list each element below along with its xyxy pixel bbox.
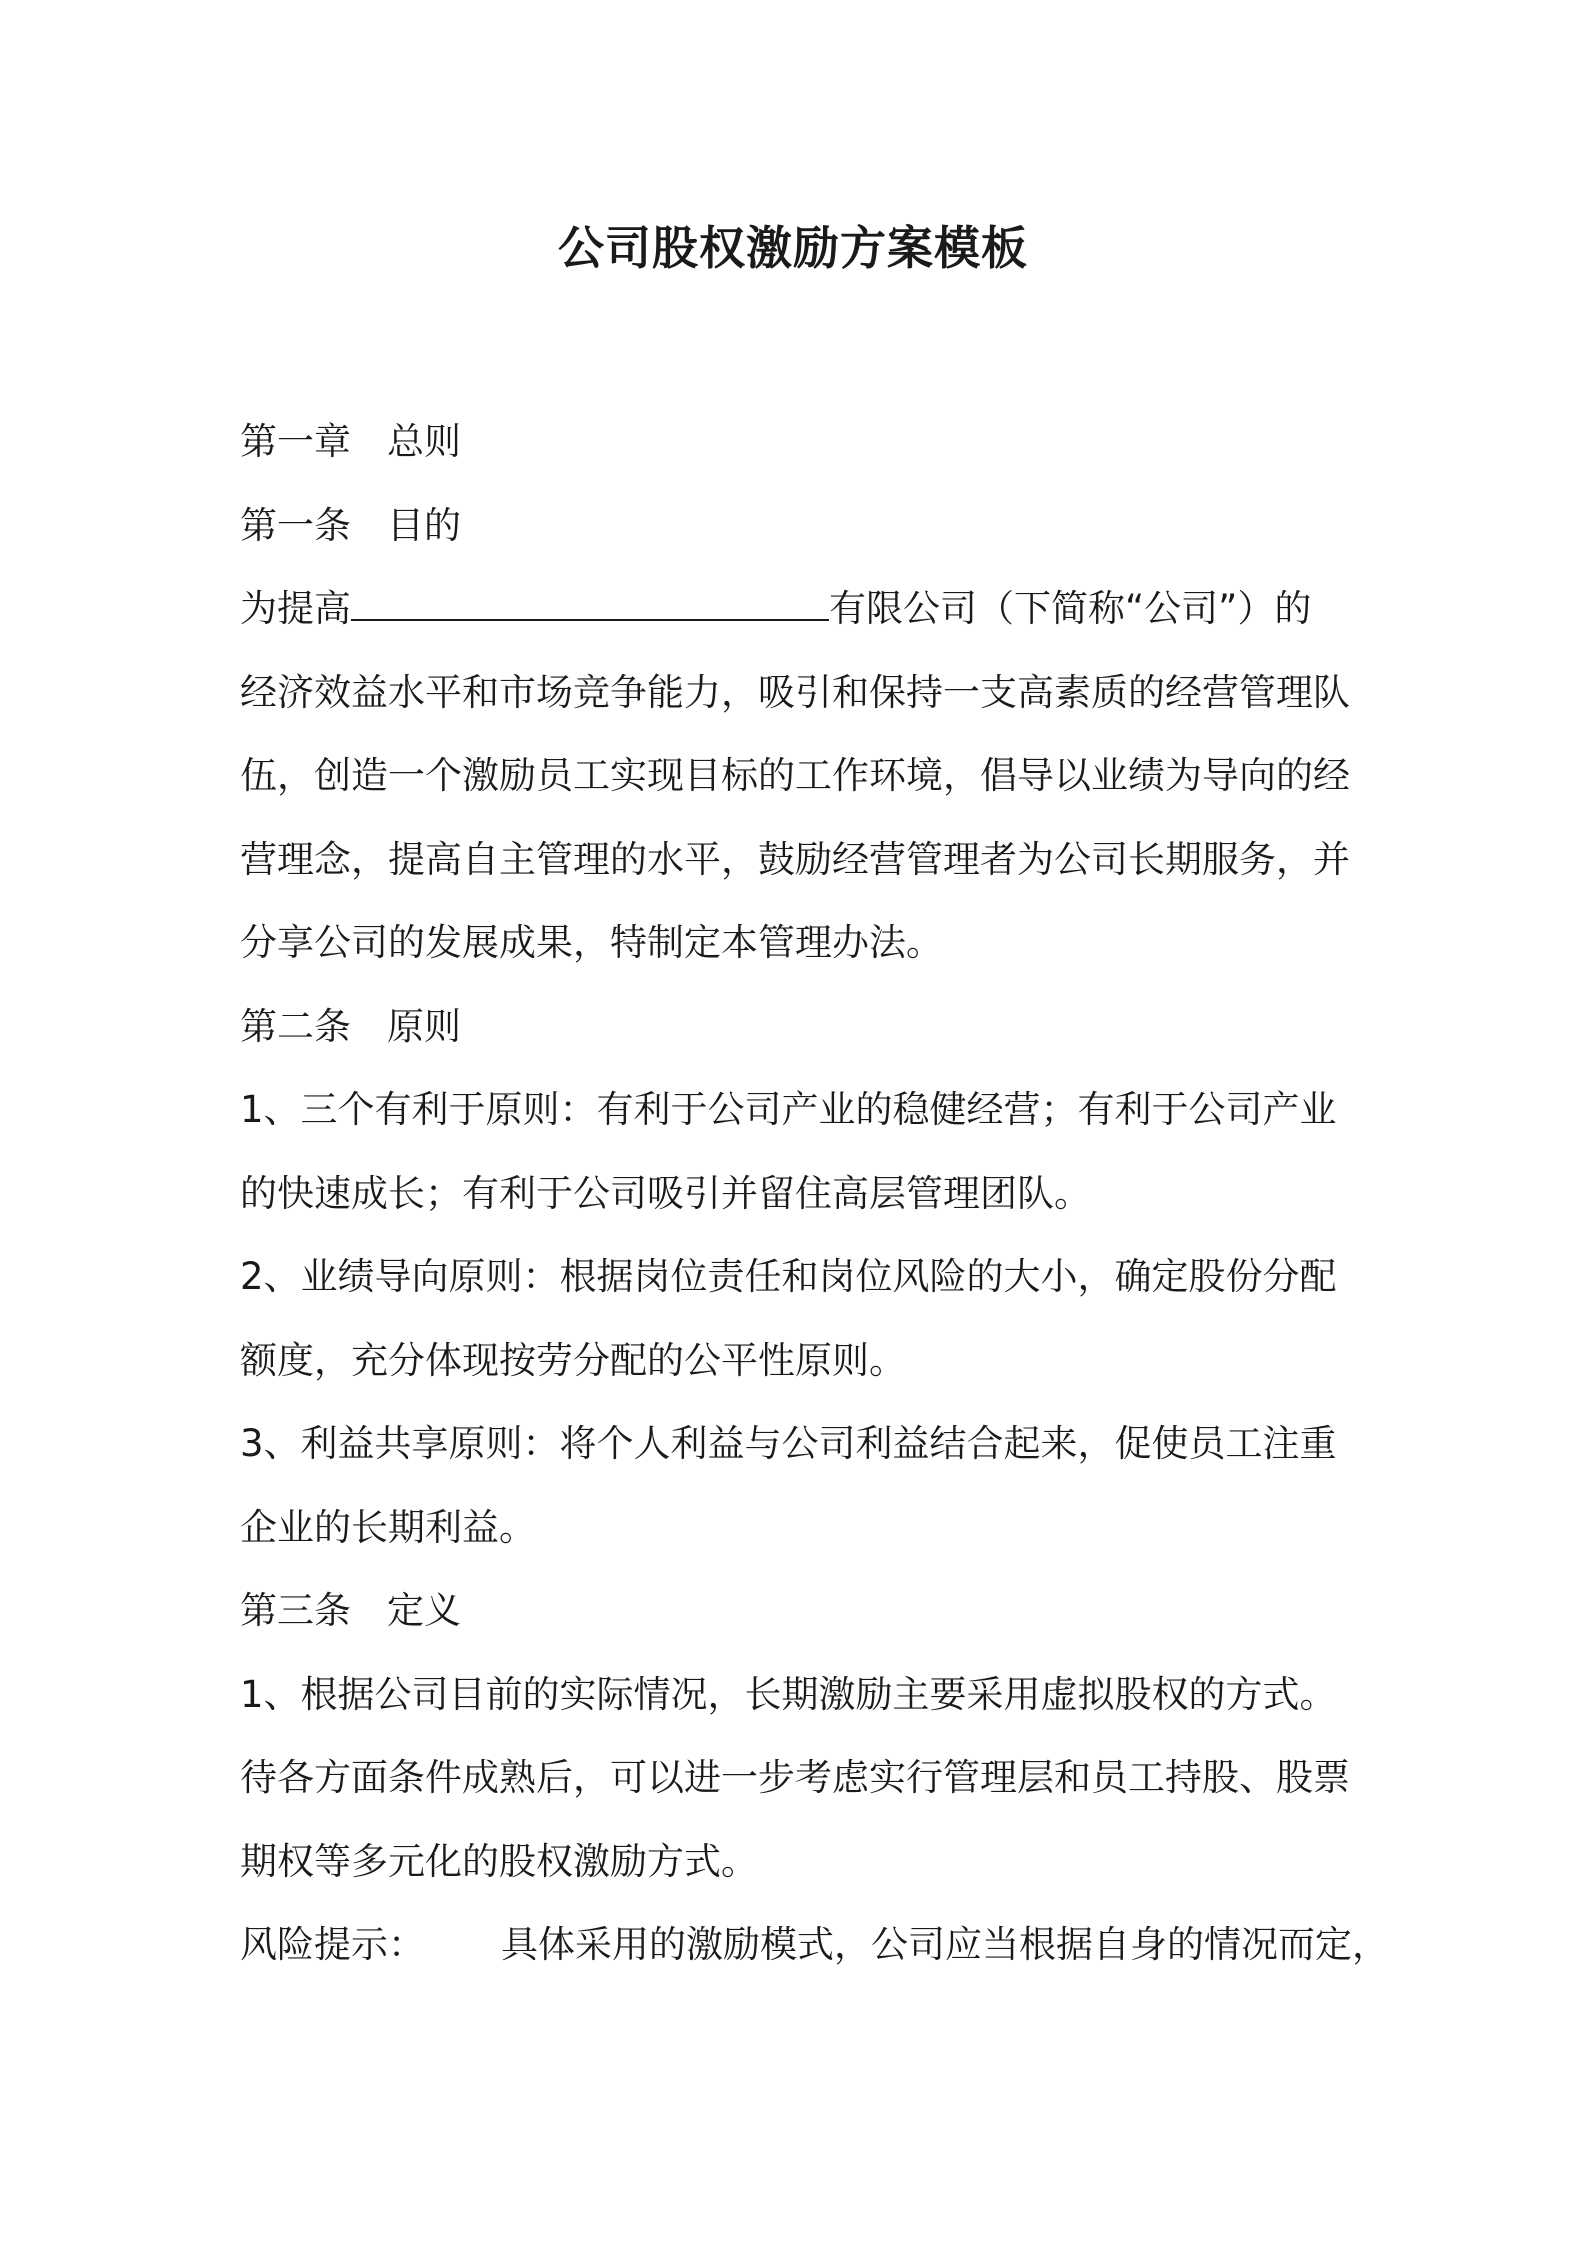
paragraph-line: 2、业绩导向原则：根据岗位责任和岗位风险的大小，确定股份分配 (240, 1255, 1337, 1298)
paragraph-line: 待各方面条件成熟后，可以进一步考虑实行管理层和员工持股、股票 (240, 1756, 1350, 1799)
paragraph-line: 分享公司的发展成果，特制定本管理办法。 (240, 921, 943, 964)
article-heading (240, 484, 1360, 568)
company-name-blank (351, 585, 829, 621)
article-label: 第一条 (240, 503, 351, 547)
paragraph-line (240, 567, 1360, 651)
article-name: 目的 (387, 503, 461, 547)
paragraph-line: 额度，充分体现按劳分配的公平性原则。 (240, 1338, 906, 1382)
risk-note (240, 1903, 1389, 1987)
article-heading (240, 985, 1360, 1069)
paragraph-line: 的快速成长；有利于公司吸引并留住高层管理团队。 (240, 1171, 1091, 1215)
paragraph-line: 营理念，提高自主管理的水平，鼓励经营管理者为公司长期服务，并 (240, 837, 1350, 881)
risk-note-label: 风险提示： (240, 1923, 425, 1966)
text-after-blank: 有限公司（下简称“公司”）的 (829, 587, 1312, 630)
article-name: 定义 (387, 1589, 461, 1632)
article-label: 第二条 (240, 1004, 351, 1048)
article-name: 原则 (387, 1004, 461, 1048)
paragraph-line: 经济效益水平和市场竞争能力，吸引和保持一支高素质的经营管理队 (240, 670, 1350, 714)
document-title: 公司股权激励方案模板 (558, 221, 1028, 275)
article-heading (240, 1569, 1360, 1653)
paragraph-line: 期权等多元化的股权激励方式。 (240, 1839, 758, 1883)
chapter-label: 第一章 (240, 420, 351, 463)
chapter-heading (240, 400, 1360, 484)
paragraph-line: 企业的长期利益。 (240, 1505, 536, 1549)
risk-note-text: 具体采用的激励模式，公司应当根据自身的情况而定， (501, 1923, 1389, 1966)
paragraph-line: 1、根据公司目前的实际情况，长期激励主要采用虚拟股权的方式。 (240, 1672, 1337, 1716)
paragraph-line: 3、利益共享原则：将个人利益与公司利益结合起来，促使员工注重 (240, 1422, 1337, 1465)
paragraph-line: 伍，创造一个激励员工实现目标的工作环境，倡导以业绩为导向的经 (240, 754, 1350, 797)
article-label: 第三条 (240, 1589, 351, 1632)
chapter-name: 总则 (387, 420, 461, 463)
document-body (240, 400, 1389, 1987)
paragraph-line: 1、三个有利于原则：有利于公司产业的稳健经营；有利于公司产业 (240, 1088, 1337, 1131)
text-before-blank: 为提高 (240, 587, 351, 630)
